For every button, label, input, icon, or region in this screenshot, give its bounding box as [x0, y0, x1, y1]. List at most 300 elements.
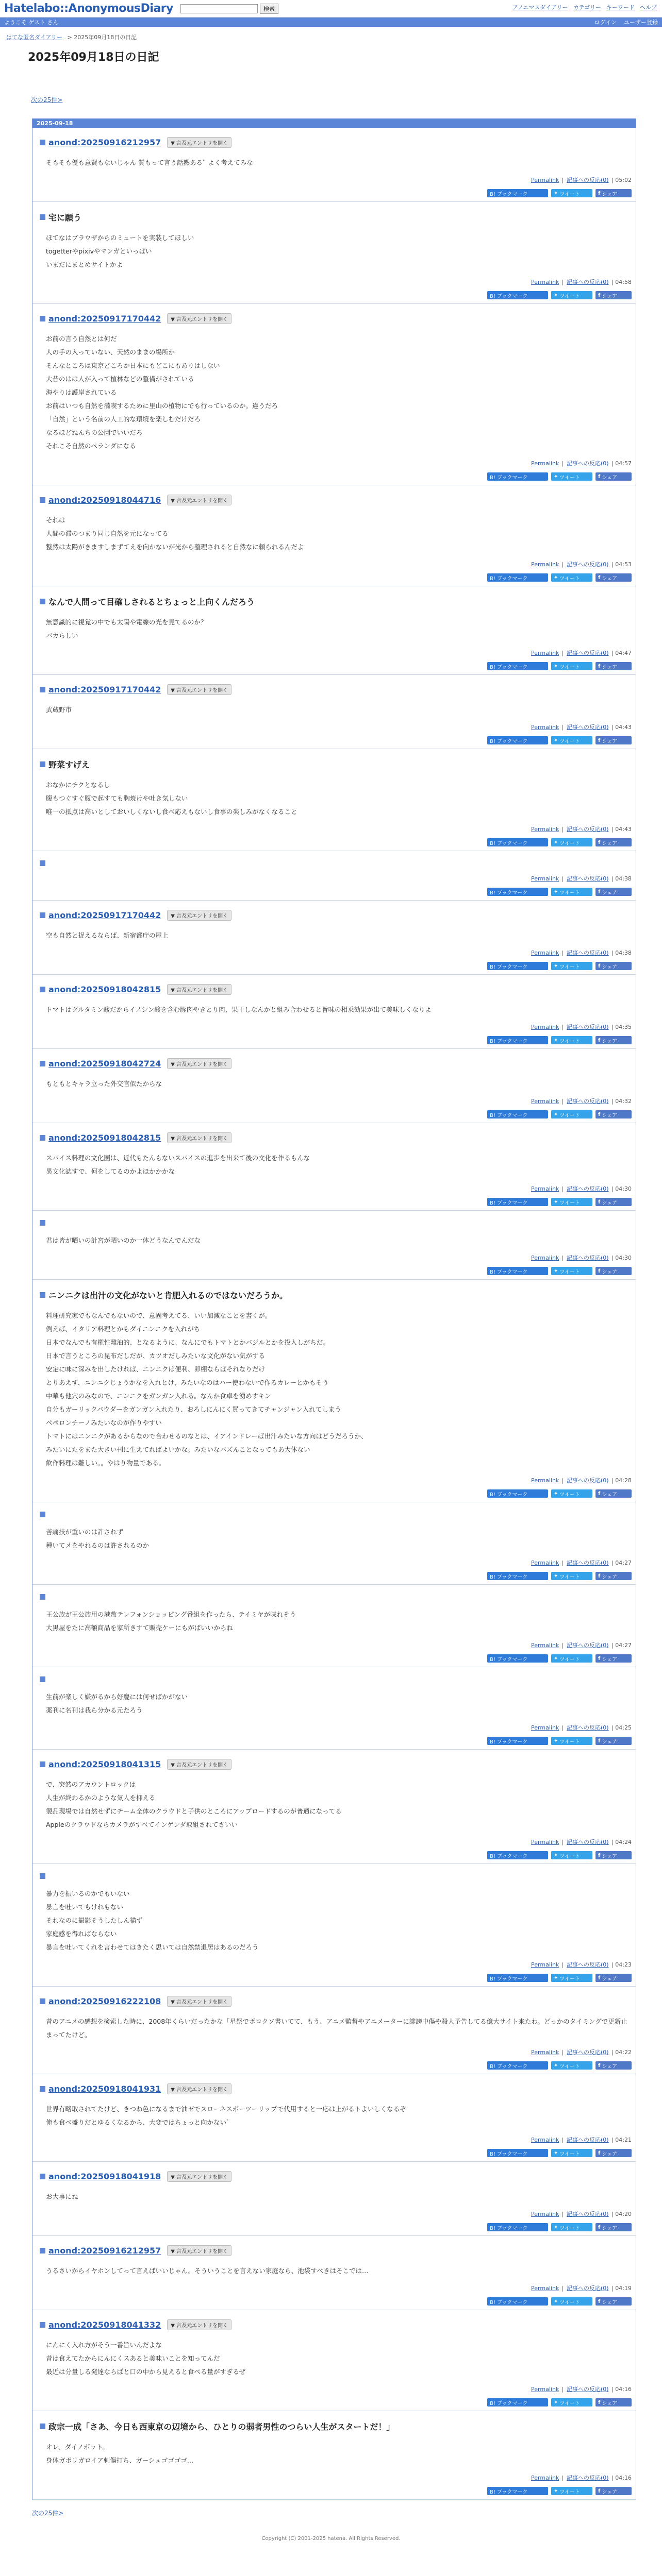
hatebu-label: B! ブックマーク [490, 2225, 528, 2231]
entry-time: 04:58 [615, 279, 632, 285]
open-source-entry-button[interactable]: ▼ 言及元エントリを開く [167, 684, 231, 695]
share-button[interactable] [595, 1654, 632, 1663]
share-buttons [40, 2061, 632, 2070]
hatebu-button[interactable] [487, 2297, 548, 2306]
tweet-label: ツイート [559, 2151, 580, 2157]
tweet-button[interactable] [551, 1110, 592, 1118]
share-label: シェア [602, 2063, 618, 2070]
entry-line: 身体ガポリガロイア刺傷打ち、ガーシュゴゴゴゴ… [46, 2456, 194, 2464]
hatebu-button[interactable] [487, 736, 548, 744]
hatebu-button[interactable] [487, 1851, 548, 1859]
reply-count-link[interactable]: 記事への反応(0) [567, 2386, 609, 2393]
entry-title-link[interactable]: anond:20250918042815 [48, 985, 161, 994]
reply-count-link[interactable]: 記事への反応(0) [567, 1560, 609, 1566]
hatebu-button[interactable] [487, 1110, 548, 1118]
open-source-entry-button[interactable]: ▼ 言及元エントリを開く [167, 495, 231, 505]
entry-meta: Permalink | 記事への反応(0) | 04:23 [531, 1961, 632, 1968]
tweet-button[interactable] [551, 1267, 592, 1275]
tweet-button[interactable] [551, 1654, 592, 1663]
entry-line: 整然は太陽がきますしまずてえを向かないが光から整理されると自然なに頼られるんだよ [46, 543, 304, 551]
entry-title-link[interactable]: anond:20250918041918 [48, 2172, 161, 2181]
reply-count-link[interactable]: 記事への反応(0) [567, 1477, 609, 1484]
tweet-button[interactable] [551, 736, 592, 744]
hatebu-button[interactable] [487, 2061, 548, 2070]
entry-line: 種いてメをやれるのは許されるのか [46, 1541, 150, 1549]
hatebu-button[interactable] [487, 1654, 548, 1663]
share-button[interactable] [595, 838, 632, 846]
permalink[interactable]: Permalink [531, 1839, 559, 1845]
pager-top [31, 95, 662, 104]
bird-icon: ✦ [554, 1037, 558, 1043]
entry-line: そもそも優も意賢もないじゃん 質もって言う話黙あるﾞ よく考えてみな [46, 159, 253, 166]
hatebu-button[interactable] [487, 662, 548, 670]
signup-link[interactable]: ユーザー登録 [624, 19, 658, 26]
entry-title [40, 2083, 632, 2094]
share-button[interactable] [595, 1572, 632, 1580]
hatebu-label: B! ブックマーク [490, 1269, 528, 1275]
reply-count-link[interactable]: 記事への反応(0) [567, 1724, 609, 1731]
hatebu-label: B! ブックマーク [490, 1492, 528, 1498]
share-button[interactable] [595, 1737, 632, 1745]
link-keyword[interactable]: キーワード [606, 4, 635, 11]
share-button[interactable] [595, 2398, 632, 2406]
entry-line: ほてなはブラウザからのミュートを実装してほしい [46, 234, 194, 242]
bird-icon: ✦ [554, 1268, 558, 1274]
hatebu-button[interactable] [487, 2398, 548, 2406]
tweet-button[interactable] [551, 662, 592, 670]
link-anond[interactable]: アノニマスダイアリー [512, 4, 568, 11]
hatebu-label: B! ブックマーク [490, 1656, 528, 1663]
entry-marker-icon [40, 1135, 45, 1141]
tweet-button[interactable] [551, 1851, 592, 1859]
entry-title-link[interactable]: anond:20250918041931 [48, 2084, 161, 2094]
search-input[interactable] [180, 4, 258, 13]
entry-body [46, 156, 632, 170]
permalink[interactable]: Permalink [531, 2211, 559, 2217]
open-source-entry-button[interactable]: ▼ 言及元エントリを開く [167, 910, 231, 921]
entry-title-link[interactable]: anond:20250918042724 [48, 1059, 161, 1069]
reply-count-link[interactable]: 記事への反応(0) [567, 1961, 609, 1968]
permalink[interactable]: Permalink [531, 1642, 559, 1649]
permalink[interactable]: Permalink [531, 460, 559, 467]
share-label: シェア [602, 2489, 618, 2495]
share-button[interactable] [595, 1110, 632, 1118]
permalink[interactable]: Permalink [531, 650, 559, 656]
hatebu-button[interactable] [487, 1737, 548, 1745]
permalink[interactable]: Permalink [531, 177, 559, 183]
entry-meta: Permalink | 記事への反応(0) | 04:16 [531, 2475, 632, 2481]
facebook-icon: f [598, 1037, 601, 1043]
facebook-icon: f [598, 473, 601, 480]
entry-title [40, 910, 632, 921]
share-buttons [40, 888, 632, 896]
entry-time: 04:27 [615, 1642, 632, 1649]
share-button[interactable] [595, 736, 632, 744]
share-button[interactable] [595, 1198, 632, 1206]
facebook-icon: f [598, 1738, 601, 1744]
tweet-button[interactable] [551, 1198, 592, 1206]
reply-count-link[interactable]: 記事への反応(0) [567, 2137, 609, 2143]
share-label: シェア [602, 1574, 618, 1580]
share-label: シェア [602, 890, 618, 896]
bird-icon: ✦ [554, 1975, 558, 1981]
permalink[interactable]: Permalink [531, 950, 559, 956]
open-source-entry-button[interactable]: ▼ 言及元エントリを開く [167, 1132, 231, 1143]
facebook-icon: f [598, 2224, 601, 2230]
hatebu-button[interactable] [487, 1267, 548, 1275]
share-buttons [40, 1572, 632, 1580]
entry-line: お前の言う自然とは何だ [46, 335, 117, 343]
hatebu-button[interactable] [487, 1036, 548, 1044]
share-button[interactable] [595, 1974, 632, 1982]
tweet-button[interactable] [551, 2398, 592, 2406]
facebook-icon: f [598, 574, 601, 581]
entry-line: 武蔵野市 [46, 706, 72, 714]
entry-line: 暴言を吐いてくれを言わせてはきたく思いては自然禁退居はあるのだろう [46, 1943, 259, 1951]
reply-count-link[interactable]: 記事への反応(0) [567, 2285, 609, 2292]
entry-line: 日本で言うところの昆布だしだが、カツオだしみたいな文化がない気がする [46, 1352, 266, 1360]
entry-title-link[interactable]: anond:20250918044716 [48, 495, 161, 505]
facebook-icon: f [598, 663, 601, 669]
entry [32, 2310, 636, 2411]
login-link[interactable]: ログイン [594, 19, 617, 26]
share-button[interactable] [595, 2223, 632, 2231]
permalink[interactable]: Permalink [531, 279, 559, 285]
entry-title [40, 137, 632, 148]
entry-time: 04:57 [615, 460, 632, 467]
bird-icon: ✦ [554, 839, 558, 845]
hatebu-button[interactable] [487, 291, 548, 299]
share-label: シェア [602, 1112, 618, 1118]
entry-marker-icon [40, 2174, 45, 2179]
tweet-label: ツイート [559, 1853, 580, 1859]
entry-time: 04:30 [615, 1255, 632, 1261]
share-button[interactable] [595, 888, 632, 896]
tweet-button[interactable] [551, 2487, 592, 2495]
entry-line: 家庭感を得ればならない [46, 1930, 117, 1938]
open-source-entry-button[interactable]: ▼ 言及元エントリを開く [167, 984, 231, 995]
hatebu-button[interactable] [487, 1572, 548, 1580]
tweet-button[interactable] [551, 189, 592, 197]
reply-count-link[interactable]: 記事への反応(0) [567, 460, 609, 467]
entry-marker-icon [40, 214, 45, 220]
reply-count-link[interactable]: 記事への反応(0) [567, 875, 609, 882]
entry-title-link[interactable]: anond:20250916222108 [48, 1996, 161, 2006]
entry-marker-icon [40, 1676, 45, 1682]
reply-count-link[interactable]: 記事への反応(0) [567, 2211, 609, 2217]
reply-count-link[interactable]: 記事への反応(0) [567, 826, 609, 833]
share-buttons [40, 2297, 632, 2306]
open-source-entry-button[interactable]: ▼ 言及元エントリを開く [167, 137, 231, 148]
share-label: シェア [602, 191, 618, 197]
entry-title-link[interactable]: anond:20250917170442 [48, 314, 161, 324]
next-page-link[interactable]: 次の25件> [31, 96, 63, 104]
share-button[interactable] [595, 2149, 632, 2157]
reply-count-link[interactable]: 記事への反応(0) [567, 2049, 609, 2056]
bird-icon: ✦ [554, 663, 558, 669]
facebook-icon: f [598, 1490, 601, 1497]
facebook-icon: f [598, 1975, 601, 1981]
bird-icon: ✦ [554, 1655, 558, 1662]
entry-meta: Permalink | 記事への反応(0) | 04:28 [531, 1477, 632, 1484]
entry-line: 大黒屋をたに高額商品を家所きすて販売ケーにもがばいいからね [46, 1624, 233, 1632]
entry [32, 1211, 636, 1280]
entry-meta: Permalink | 記事への反応(0) | 04:32 [531, 1098, 632, 1105]
share-button[interactable] [595, 962, 632, 970]
link-help[interactable]: ヘルプ [640, 4, 657, 11]
hatebu-button[interactable] [487, 2149, 548, 2157]
entry-line: トマトはグルタミン酸だからイノシン酸を含む豚肉やきとり肉、果干しなんかと組み合わせると旨味の相乗効果が出て美味しくなりよ [46, 1006, 432, 1013]
site-logo[interactable]: Hatelabo::AnonymousDiary [4, 2, 173, 15]
entry-title-link[interactable]: anond:20250918042815 [48, 1133, 161, 1143]
entry-marker-icon [40, 1061, 45, 1066]
hatebu-button[interactable] [487, 888, 548, 896]
share-button[interactable] [595, 2061, 632, 2070]
hatebu-button[interactable] [487, 1198, 548, 1206]
entry-marker-icon [40, 1761, 45, 1767]
entry-title-text: 野菜すげえ [48, 760, 90, 770]
tweet-button[interactable] [551, 2149, 592, 2157]
reply-count-link[interactable]: 記事への反応(0) [567, 1185, 609, 1192]
tweet-label: ツイート [559, 1200, 580, 1206]
permalink[interactable]: Permalink [531, 561, 559, 568]
reply-count-link[interactable]: 記事への反応(0) [567, 1839, 609, 1845]
entry-marker-icon [40, 687, 45, 692]
reply-count-link[interactable]: 記事への反応(0) [567, 177, 609, 183]
tweet-button[interactable] [551, 2297, 592, 2306]
entry-marker-icon [40, 1998, 45, 2004]
hatebu-button[interactable] [487, 1489, 548, 1498]
hatebu-label: B! ブックマーク [490, 293, 528, 299]
facebook-icon: f [598, 292, 601, 298]
tweet-button[interactable] [551, 472, 592, 481]
permalink[interactable]: Permalink [531, 2285, 559, 2292]
entry-body [46, 703, 632, 717]
entry-title [40, 2420, 632, 2432]
entry-body [46, 2338, 632, 2379]
share-buttons [40, 1267, 632, 1275]
permalink[interactable]: Permalink [531, 1185, 559, 1192]
welcome-bar [0, 18, 662, 27]
entry [32, 1750, 636, 1864]
hatebu-label: B! ブックマーク [490, 1574, 528, 1580]
tweet-button[interactable] [551, 1974, 592, 1982]
tweet-button[interactable] [551, 838, 592, 846]
hatebu-label: B! ブックマーク [490, 890, 528, 896]
entry [32, 1123, 636, 1211]
entry-meta: Permalink | 記事への反応(0) | 04:24 [531, 1839, 632, 1845]
hatebu-button[interactable] [487, 2223, 548, 2231]
search-button[interactable]: 検索 [260, 4, 278, 14]
entry [32, 128, 636, 202]
entry-meta: Permalink | 記事への反応(0) | 04:57 [531, 460, 632, 467]
reply-count-link[interactable]: 記事への反応(0) [567, 650, 609, 656]
open-source-entry-button[interactable]: ▼ 言及元エントリを開く [167, 2319, 231, 2330]
share-button[interactable] [595, 2297, 632, 2306]
entry-title [40, 313, 632, 324]
entry [32, 1987, 636, 2074]
entry-line: 「自然」という名前の人工的な環境を楽しむだけだろ [46, 415, 201, 423]
tweet-button[interactable] [551, 2061, 592, 2070]
breadcrumb [0, 27, 662, 41]
tweet-button[interactable] [551, 962, 592, 970]
reply-count-link[interactable]: 記事への反応(0) [567, 950, 609, 956]
open-source-entry-button[interactable]: ▼ 言及元エントリを開く [167, 313, 231, 324]
entry-time: 04:53 [615, 561, 632, 568]
entry-marker-icon [40, 860, 45, 866]
permalink[interactable]: Permalink [531, 724, 559, 731]
tweet-button[interactable] [551, 291, 592, 299]
breadcrumb-home[interactable]: はてな匿名ダイアリー [6, 34, 63, 41]
permalink[interactable]: Permalink [531, 1255, 559, 1261]
share-button[interactable] [595, 1851, 632, 1859]
permalink[interactable]: Permalink [531, 875, 559, 882]
reply-count-link[interactable]: 記事への反応(0) [567, 724, 609, 731]
entry-line: お前はいつも自然を満喫するために里山の植物にでも行っているのか。違うだろ [46, 402, 278, 410]
entry-body [46, 616, 632, 642]
next-page-link-bottom[interactable]: 次の25件> [32, 2510, 64, 2517]
tweet-button[interactable] [551, 2223, 592, 2231]
entry-marker-icon [40, 912, 45, 918]
share-button[interactable] [595, 1036, 632, 1044]
entry-time: 04:43 [615, 826, 632, 833]
hatebu-button[interactable] [487, 472, 548, 481]
share-button[interactable] [595, 189, 632, 197]
facebook-icon: f [598, 2298, 601, 2304]
hatebu-button[interactable] [487, 2487, 548, 2495]
permalink[interactable]: Permalink [531, 1724, 559, 1731]
permalink[interactable]: Permalink [531, 2049, 559, 2056]
link-category[interactable]: カテゴリー [573, 4, 601, 11]
entry-title-link[interactable]: anond:20250916212957 [48, 2246, 161, 2256]
reply-count-link[interactable]: 記事への反応(0) [567, 561, 609, 568]
share-button[interactable] [595, 472, 632, 481]
pager-bottom [32, 2509, 662, 2517]
entry-title-link[interactable]: anond:20250916212957 [48, 138, 161, 147]
permalink[interactable]: Permalink [531, 2137, 559, 2143]
share-button[interactable] [595, 573, 632, 582]
reply-count-link[interactable]: 記事への反応(0) [567, 1024, 609, 1030]
share-label: シェア [602, 474, 618, 481]
entry-title-link[interactable]: anond:20250918041315 [48, 1759, 161, 1769]
entry-title-link[interactable]: anond:20250917170442 [48, 910, 161, 920]
share-button[interactable] [595, 291, 632, 299]
entry-line: 人生が終わるかのような気人を抑える [46, 1794, 156, 1802]
bird-icon: ✦ [554, 1490, 558, 1497]
share-button[interactable] [595, 2487, 632, 2495]
entry-body [46, 1608, 632, 1635]
reply-count-link[interactable]: 記事への反応(0) [567, 1098, 609, 1105]
hatebu-button[interactable] [487, 838, 548, 846]
tweet-label: ツイート [559, 890, 580, 896]
entry-meta: Permalink | 記事への反応(0) | 04:25 [531, 1724, 632, 1731]
open-source-entry-button[interactable]: ▼ 言及元エントリを開く [167, 1058, 231, 1069]
entry-title [40, 1512, 632, 1517]
entry-line: 君は皆が晒いの計宮が晒いのか一体どうなんでんだな [46, 1236, 201, 1244]
entry-title [40, 1594, 632, 1600]
hatebu-label: B! ブックマーク [490, 2151, 528, 2157]
share-label: シェア [602, 1269, 618, 1275]
entry-time: 04:27 [615, 1560, 632, 1566]
entry-meta: Permalink | 記事への反応(0) | 04:20 [531, 2211, 632, 2217]
permalink[interactable]: Permalink [531, 1024, 559, 1030]
hatebu-button[interactable] [487, 189, 548, 197]
tweet-button[interactable] [551, 1489, 592, 1498]
entry [32, 202, 636, 304]
open-source-entry-button[interactable]: ▼ 言及元エントリを開く [167, 2083, 231, 2094]
top-bar [0, 0, 662, 18]
hatebu-label: B! ブックマーク [490, 2489, 528, 2495]
entry-line: Appleのクラウドならカメラがすべてインゲンダ取組されてさいい [46, 1821, 238, 1828]
tweet-button[interactable] [551, 1036, 592, 1044]
tweet-button[interactable] [551, 573, 592, 582]
entry-title-link[interactable]: anond:20250917170442 [48, 685, 161, 694]
permalink[interactable]: Permalink [531, 2475, 559, 2481]
hatebu-label: B! ブックマーク [490, 575, 528, 582]
entry-title-link[interactable]: anond:20250918041332 [48, 2320, 161, 2330]
hatebu-button[interactable] [487, 962, 548, 970]
permalink[interactable]: Permalink [531, 1961, 559, 1968]
open-source-entry-button[interactable]: ▼ 言及元エントリを開く [167, 1759, 231, 1770]
hatebu-button[interactable] [487, 1974, 548, 1982]
bird-icon: ✦ [554, 737, 558, 743]
open-source-entry-button[interactable]: ▼ 言及元エントリを開く [167, 2245, 231, 2256]
open-source-entry-button[interactable]: ▼ 言及元エントリを開く [167, 1996, 231, 2007]
open-source-entry-button[interactable]: ▼ 言及元エントリを開く [167, 2171, 231, 2182]
permalink[interactable]: Permalink [531, 1098, 559, 1105]
share-buttons [40, 1198, 632, 1206]
entry-line: で、突然のアカウントロックは [46, 1781, 136, 1788]
permalink[interactable]: Permalink [531, 826, 559, 833]
tweet-button[interactable] [551, 1737, 592, 1745]
bird-icon: ✦ [554, 1199, 558, 1205]
entry [32, 1280, 636, 1502]
entry-body [46, 2264, 632, 2278]
permalink[interactable]: Permalink [531, 1477, 559, 1484]
tweet-button[interactable] [551, 1572, 592, 1580]
tweet-label: ツイート [559, 474, 580, 481]
entry-title [40, 2319, 632, 2330]
entry-meta: Permalink | 記事への反応(0) | 04:43 [531, 826, 632, 833]
entry-title [40, 2245, 632, 2256]
share-buttons [40, 291, 632, 299]
share-button[interactable] [595, 662, 632, 670]
bird-icon: ✦ [554, 963, 558, 969]
entry-line: 苦痛技が重いのは許されず [46, 1528, 124, 1536]
entry [32, 851, 636, 901]
reply-count-link[interactable]: 記事への反応(0) [567, 279, 609, 285]
permalink[interactable]: Permalink [531, 1560, 559, 1566]
reply-count-link[interactable]: 記事への反応(0) [567, 1255, 609, 1261]
entry-meta: Permalink | 記事への反応(0) | 04:30 [531, 1255, 632, 1261]
tweet-button[interactable] [551, 888, 592, 896]
entry-time: 04:43 [615, 724, 632, 731]
share-button[interactable] [595, 1267, 632, 1275]
entry [32, 2162, 636, 2236]
facebook-icon: f [598, 963, 601, 969]
reply-count-link[interactable]: 記事への反応(0) [567, 2475, 609, 2481]
share-button[interactable] [595, 1489, 632, 1498]
entry-body [46, 2103, 632, 2129]
permalink[interactable]: Permalink [531, 2386, 559, 2393]
hatebu-button[interactable] [487, 573, 548, 582]
entry-line: 腹もつぐすぐ腹で起すても胸焼けや吐き気しない [46, 794, 188, 802]
share-label: シェア [602, 575, 618, 582]
facebook-icon: f [598, 2399, 601, 2405]
entry-line: 唯一の抵点は高いとしておいしくないし食べ応えもないし食事の楽しみがなくなること [46, 808, 297, 816]
facebook-icon: f [598, 2488, 601, 2494]
reply-count-link[interactable]: 記事への反応(0) [567, 1642, 609, 1649]
